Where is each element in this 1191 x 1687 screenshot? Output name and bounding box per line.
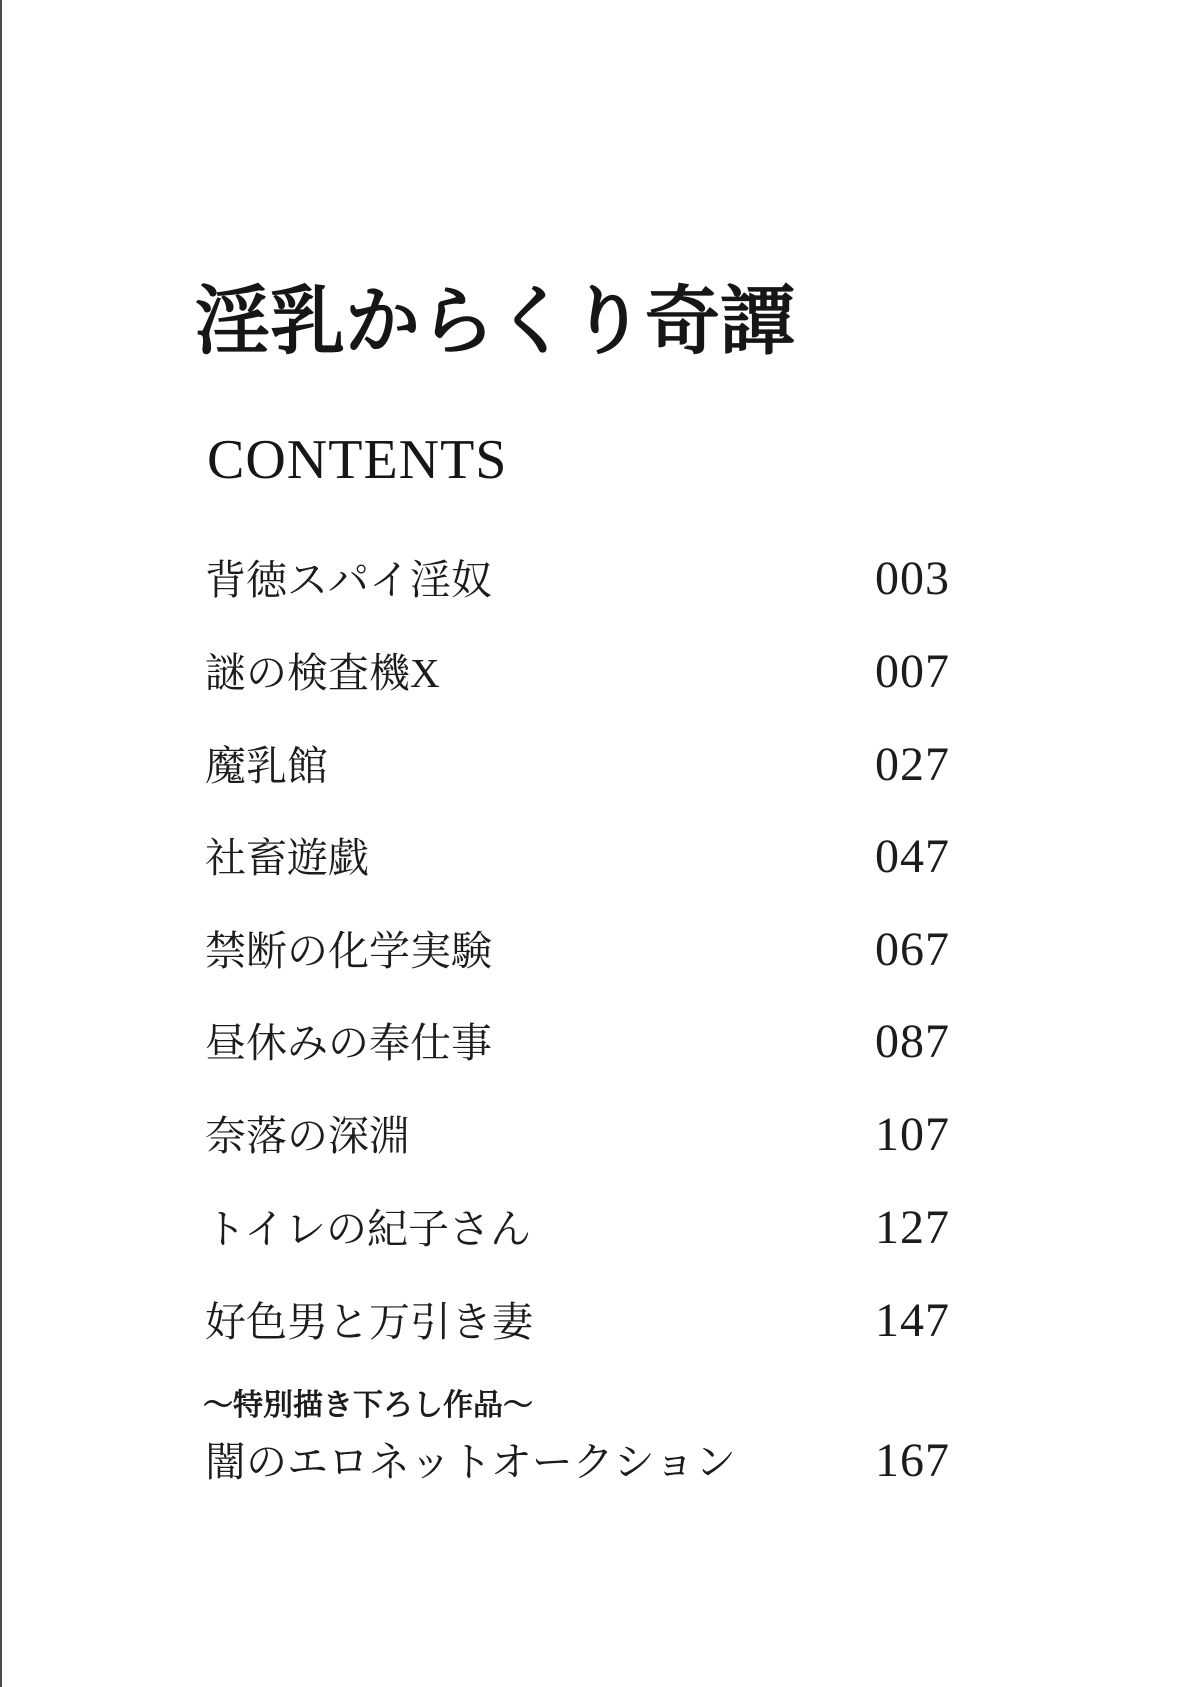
toc-entry-title: 社畜遊戯 (205, 835, 369, 881)
toc-entry-page: 147 (875, 1294, 950, 1347)
toc-entry-title: 魔乳館 (205, 743, 328, 789)
toc-row (205, 830, 950, 883)
toc-row (205, 552, 950, 605)
toc-entry-title: 好色男と万引き妻 (205, 1299, 533, 1345)
toc-entry-page: 167 (875, 1434, 950, 1487)
toc-row (205, 1201, 950, 1254)
book-title: 淫乳からくり奇譚 (195, 281, 796, 364)
toc-entry-page: 007 (875, 645, 950, 698)
toc-entry-title: 闇のエロネットオークション (205, 1439, 736, 1485)
toc-entry-title: 奈落の深淵 (205, 1113, 410, 1159)
toc-row-special (205, 1434, 950, 1487)
toc-entry-page: 107 (875, 1108, 950, 1161)
toc-row (205, 923, 950, 976)
toc-row (205, 1294, 950, 1347)
toc-entry-title: 背徳スパイ淫奴 (205, 557, 492, 603)
toc-entry-page: 087 (875, 1015, 950, 1068)
contents-heading: CONTENTS (207, 429, 508, 491)
toc-entry-page: 127 (875, 1201, 950, 1254)
toc-entry-title: トイレの紀子さん (205, 1206, 531, 1252)
toc-entry-title: 禁断の化学実験 (205, 928, 492, 974)
toc-entry-title: 謎の検査機X (205, 650, 440, 696)
toc-entry-page: 003 (875, 552, 950, 605)
special-work-note: 〜特別描き下ろし作品〜 (203, 1389, 533, 1422)
toc-entry-page: 027 (875, 738, 950, 791)
scan-edge-line (0, 0, 2, 1687)
toc-row (205, 738, 950, 791)
toc-row (205, 1015, 950, 1068)
toc-entry-title: 昼休みの奉仕事 (205, 1020, 492, 1066)
toc-row (205, 1108, 950, 1161)
toc-entry-page: 067 (875, 923, 950, 976)
toc-entry-page: 047 (875, 830, 950, 883)
toc-row (205, 645, 950, 698)
